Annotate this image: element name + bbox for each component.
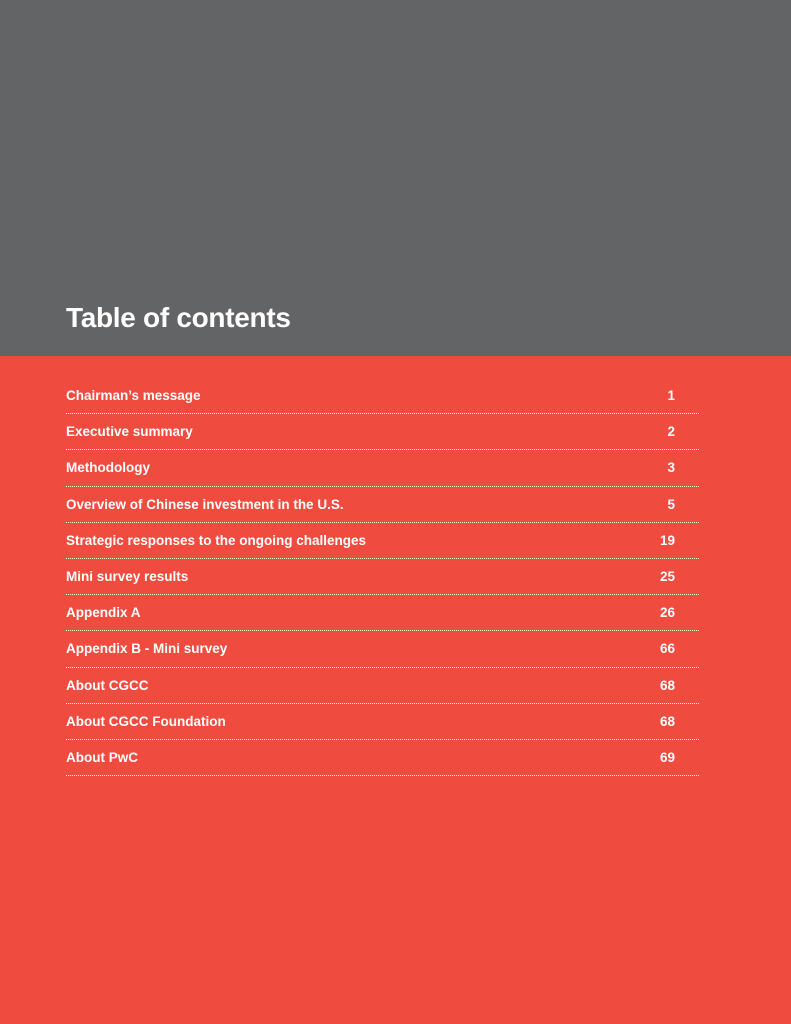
toc-entry[interactable] [66,704,699,740]
toc-entry[interactable] [66,631,699,667]
toc-entry[interactable] [66,740,699,776]
toc-entry[interactable] [66,450,699,486]
toc-entry-page: 68 [659,677,675,693]
toc-entry-page: 19 [659,532,675,548]
toc-entry-label: Executive summary [66,424,193,440]
toc-entry-page: 5 [667,496,675,512]
toc-entry[interactable] [66,668,699,704]
toc-entry[interactable] [66,487,699,523]
toc-entry[interactable] [66,523,699,559]
toc-entry-label: Strategic responses to the ongoing challenges [66,532,367,548]
header-band [0,0,791,356]
toc-entry[interactable] [66,378,699,414]
toc-entry-label: Appendix B - Mini survey [66,641,228,657]
toc-entry[interactable] [66,414,699,450]
toc-entry-page: 25 [659,568,675,584]
toc-entry-page: 26 [659,605,675,621]
toc-entry-label: Chairman’s message [66,388,201,403]
toc-entry-page: 66 [659,641,675,657]
toc-entry-label: About CGCC [66,677,149,693]
toc-entry-page: 2 [667,424,675,440]
toc-entry-label: About PwC [66,749,138,765]
toc-entry-label: Appendix A [66,605,141,621]
toc-entry-label: Methodology [66,460,150,476]
toc-entry-page: 1 [667,388,675,403]
toc-entry-label: About CGCC Foundation [66,713,226,729]
table-of-contents [66,378,699,776]
page-title: Table of contents [66,302,291,333]
toc-entry[interactable] [66,559,699,595]
toc-entry-label: Overview of Chinese investment in the U.S. [66,496,344,512]
toc-entry-page: 69 [659,749,675,765]
toc-entry-page: 3 [667,460,675,476]
toc-entry-page: 68 [659,713,675,729]
toc-entry[interactable] [66,595,699,631]
toc-entry-label: Mini survey results [66,568,189,584]
